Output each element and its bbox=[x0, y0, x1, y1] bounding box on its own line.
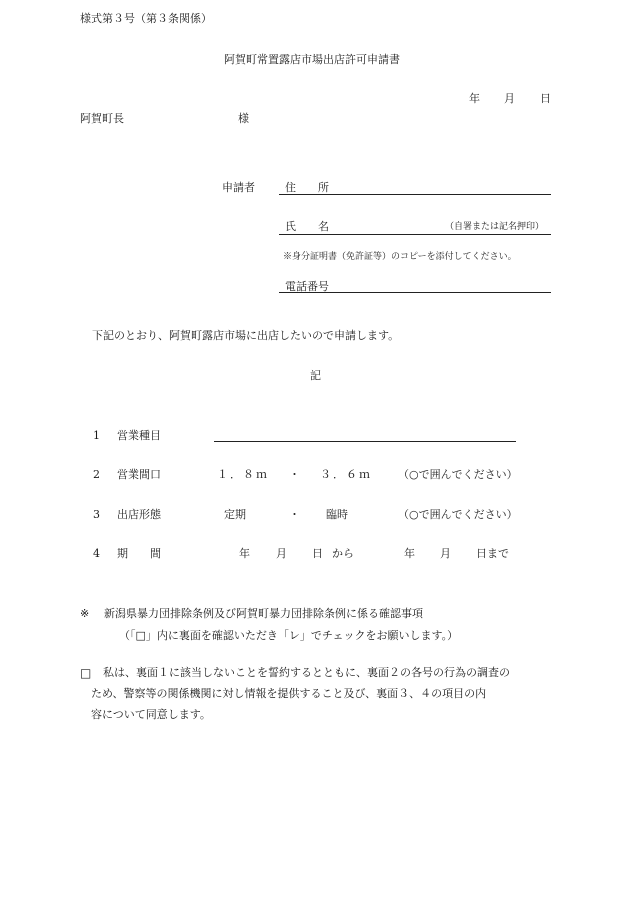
item2-label: 営業間口 bbox=[117, 468, 161, 481]
period-from-year: 年 bbox=[239, 547, 250, 560]
store-type-separator: ・ bbox=[289, 508, 300, 521]
consent-checkbox[interactable]: □ bbox=[80, 666, 92, 680]
date-year: 年 bbox=[469, 92, 480, 105]
id-copy-note: ※身分証明書（免許証等）のコピーを添付してください。 bbox=[283, 252, 517, 262]
period-to-year: 年 bbox=[404, 547, 415, 560]
store-type-regular[interactable]: 定期 bbox=[224, 508, 246, 521]
ki-heading: 記 bbox=[310, 369, 321, 382]
frontage-option-3-6m[interactable]: ３．６ｍ bbox=[320, 468, 372, 481]
item1-label: 営業種目 bbox=[117, 429, 161, 442]
period-to-month: 月 bbox=[440, 547, 451, 560]
item2-number: 2 bbox=[93, 468, 100, 481]
phone-field[interactable] bbox=[279, 292, 551, 293]
applicant-label: 申請者 bbox=[222, 181, 255, 194]
period-to-day-until: 日まで bbox=[476, 547, 509, 560]
consent-line-3: 容について同意します。 bbox=[91, 708, 211, 721]
notice-mark: ※ bbox=[80, 607, 90, 620]
frontage-option-1-8m[interactable]: １．８ｍ bbox=[217, 468, 269, 481]
date-day: 日 bbox=[540, 92, 551, 105]
signature-note: （自署または記名押印） bbox=[445, 222, 545, 232]
item3-number: 3 bbox=[93, 508, 100, 521]
date-month: 月 bbox=[504, 92, 515, 105]
notice-heading: 新潟県暴力団排除条例及び阿賀町暴力団排除条例に係る確認事項 bbox=[104, 607, 423, 620]
form-number: 様式第３号（第３条関係） bbox=[80, 12, 212, 25]
store-type-temporary[interactable]: 臨時 bbox=[326, 508, 348, 521]
frontage-separator: ・ bbox=[289, 468, 300, 481]
honorific: 様 bbox=[238, 112, 249, 125]
notice-subtext: （「□」内に裏面を確認いただき「レ」でチェックをお願いします。） bbox=[119, 629, 459, 642]
page-title: 阿賀町常置露店市場出店許可申請書 bbox=[224, 53, 400, 66]
frontage-instruction: （○で囲んでください） bbox=[398, 468, 518, 481]
store-type-instruction: （○で囲んでください） bbox=[398, 508, 518, 521]
period-from-month: 月 bbox=[276, 547, 287, 560]
name-label: 氏 名 bbox=[285, 220, 329, 233]
business-type-field[interactable] bbox=[214, 441, 516, 442]
item4-number: 4 bbox=[93, 547, 100, 560]
item1-number: 1 bbox=[93, 429, 100, 442]
period-from-word: から bbox=[332, 547, 354, 560]
intro-text: 下記のとおり、阿賀町露店市場に出店したいので申請します。 bbox=[92, 329, 400, 342]
consent-line-2: ため、警察等の関係機関に対し情報を提供すること及び、裏面３、４の項目の内 bbox=[91, 687, 487, 700]
addressee: 阿賀町長 bbox=[80, 112, 124, 125]
address-field[interactable] bbox=[279, 194, 551, 195]
period-from-day: 日 bbox=[312, 547, 323, 560]
consent-line-1: 私は、裏面１に該当しないことを誓約するとともに、裏面２の各号の行為の調査の bbox=[103, 666, 510, 679]
address-label: 住 所 bbox=[285, 181, 329, 194]
item3-label: 出店形態 bbox=[117, 508, 161, 521]
phone-label: 電話番号 bbox=[285, 280, 329, 293]
name-field[interactable] bbox=[279, 234, 551, 235]
item4-label: 期 間 bbox=[117, 547, 161, 560]
